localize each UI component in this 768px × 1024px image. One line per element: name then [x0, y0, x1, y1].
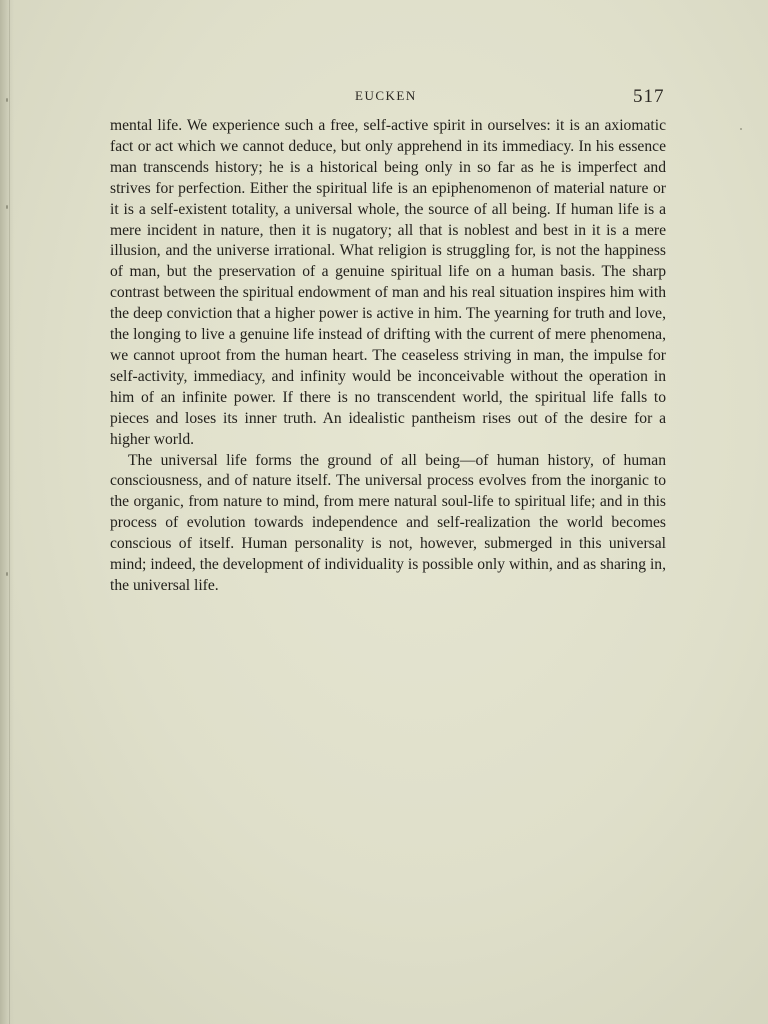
page-number: 517: [633, 86, 665, 107]
paper-speck: [740, 128, 742, 130]
page-gutter-shadow: [0, 0, 14, 1024]
paper-speck: [6, 205, 8, 209]
paper-speck: [6, 572, 8, 576]
paragraph-1: mental life. We experience such a free, self-active spirit in ourselves: it is an axiomatic fact or act which we cannot deduce, but only apprehend in its immediacy. In his essence man transcends history; he is a historical being only in so far as he is imperfect and strives for perfection. Either the spiritual life is an epiphenomenon of material nature or it is a self-existent totality, a universal whole, the source of all being. If human life is a mere incident in nature, then it is nugatory; all that is noblest and best in it is a mere illusion, and the universe irrational. What religion is struggling for, is not the happiness of man, but the preservation of a genuine spiritual life on a human basis. The sharp contrast between the spiritual endowment of man and his real situation inspires him with the deep conviction that a higher power is active in him. The yearning for truth and love, the longing to live a genuine life instead of drifting with the current of mere phenomena, we cannot uproot from the human heart. The ceaseless striving in man, the impulse for self-activity, immediacy, and infinity would be inconceivable without the operation in him of an infinite power. If there is no transcendent world, the spiritual life falls to pieces and loses its inner truth. An idealistic pantheism rises out of the desire for a higher world.: [110, 117, 666, 448]
page-binding-edge: [9, 0, 10, 1024]
body-text: [110, 116, 666, 597]
running-head: EUCKEN: [355, 88, 417, 103]
paragraph-2: The universal life forms the ground of all being—of human history, of human consciousness, and of nature itself. The universal process evolves from the inorganic to the organic, from nature to mind, from mere natural soul-life to spiritual life; and in this process of evolution towards independence and self-realization the world becomes conscious of itself. Human personality is not, however, submerged in this universal mind; indeed, the development of individuality is possible only within, and as sharing in, the universal life.: [110, 451, 666, 594]
paper-speck: [6, 98, 8, 102]
